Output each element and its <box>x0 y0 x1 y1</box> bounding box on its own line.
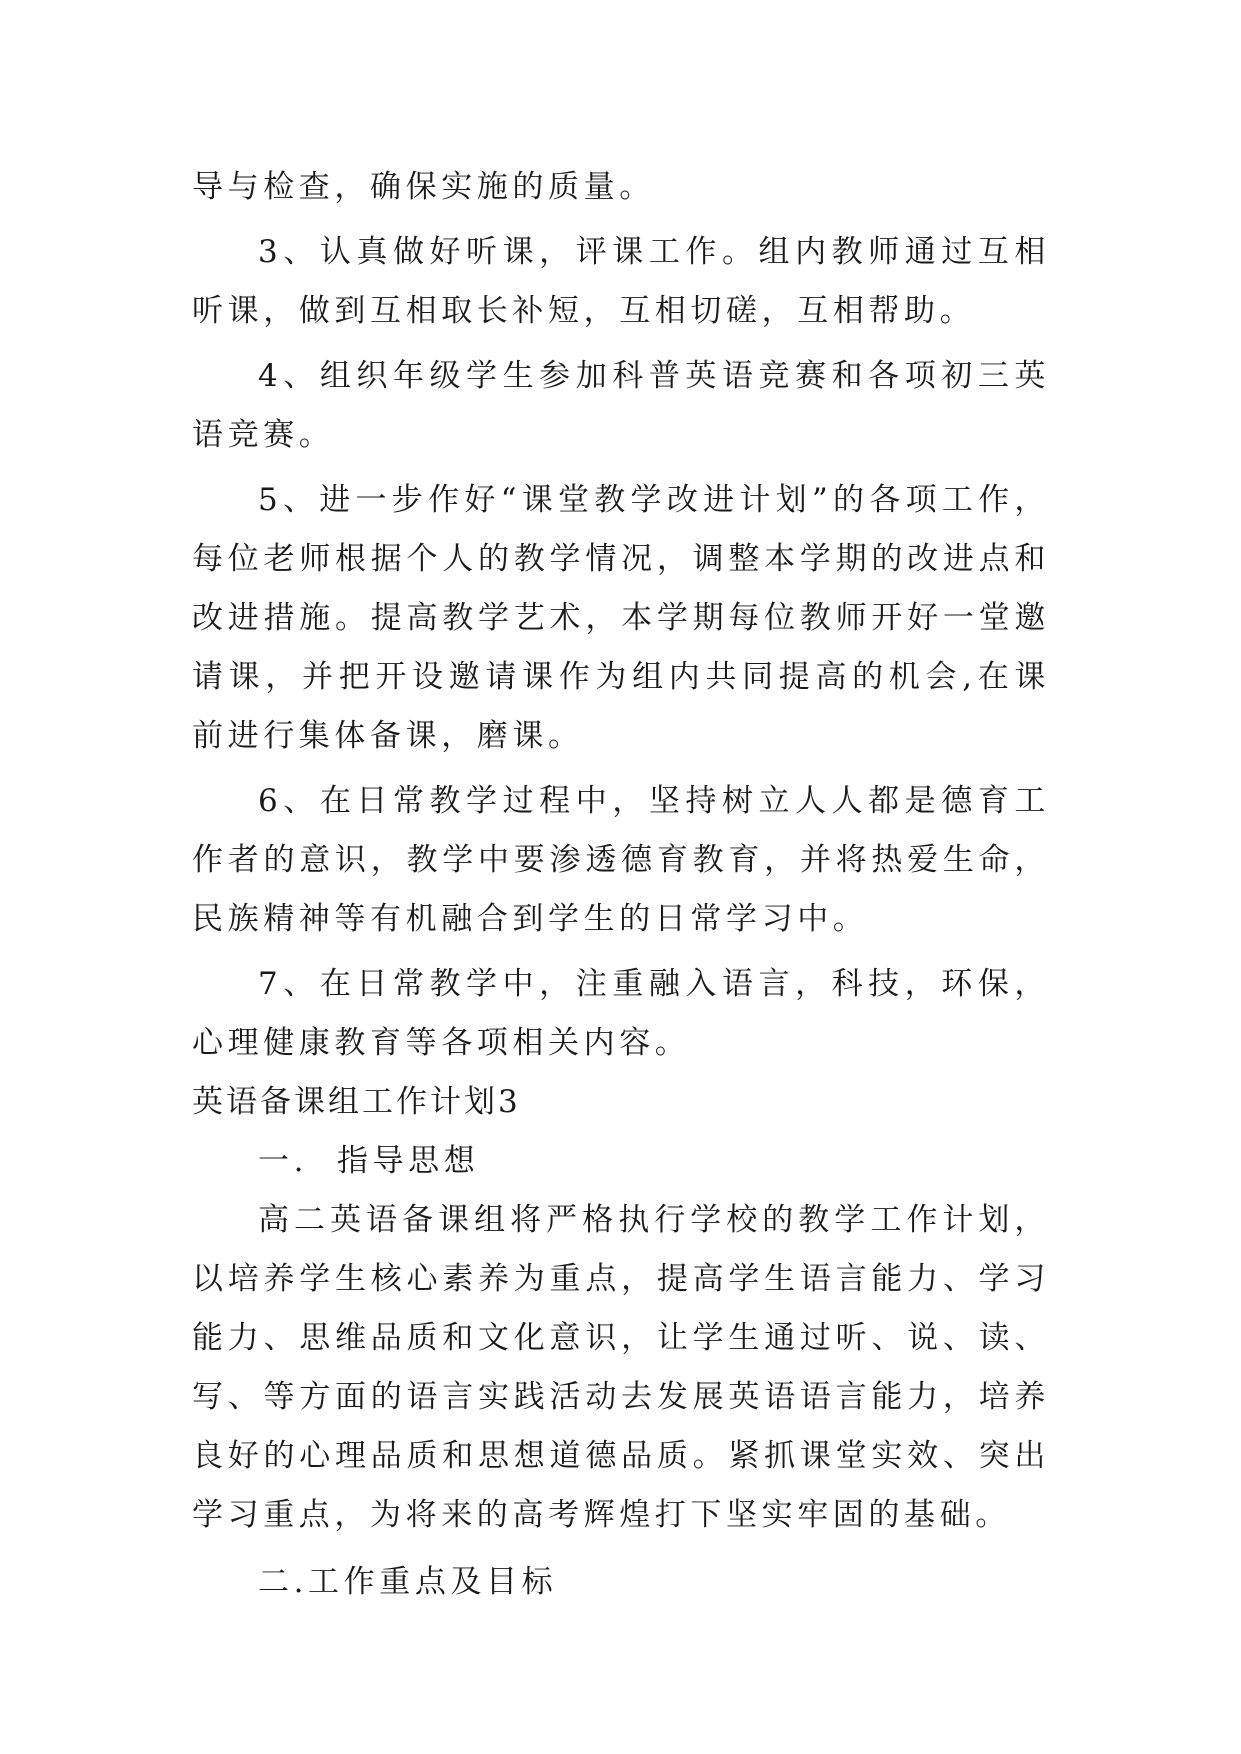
paragraph-item-5: 5、进一步作好“课堂教学改进计划”的各项工作，每位老师根据个人的教学情况，调整本学期的改进点和改进措施。提高教学艺术，本学期每位教师开好一堂邀请课，并把开设邀请课作为组内共同提高的机会,在课前进行集体备课，磨课。 <box>192 482 1050 754</box>
section-title: 英语备课组工作计划3 <box>192 1084 521 1120</box>
paragraph-guiding-thought: 高二英语备课组将严格执行学校的教学工作计划，以培养学生核心素养为重点，提高学生语言能力、学习能力、思维品质和文化意识，让学生通过听、说、读、写、等方面的语言实践活动去发展英语语言能力，培养良好的心理品质和思想道德品质。紧抓课堂实效、突出学习重点，为将来的高考辉煌打下坚实牢固的基础。 <box>192 1202 1050 1533</box>
paragraph-continuation: 导与检查，确保实施的质量。 <box>192 169 655 205</box>
paragraph-item-7: 7、在日常教学中，注重融入语言，科技，环保，心理健康教育等各项相关内容。 <box>192 966 1050 1061</box>
paragraph-item-4: 4、组织年级学生参加科普英语竞赛和各项初三英语竞赛。 <box>192 358 1050 453</box>
paragraph-item-3: 3、认真做好听课，评课工作。组内教师通过互相听课，做到互相取长补短，互相切磋，互相帮助。 <box>192 234 1050 329</box>
paragraph-item-6: 6、在日常教学过程中，坚持树立人人都是德育工作者的意识，教学中要渗透德育教育，并将热爱生命，民族精神等有机融合到学生的日常学习中。 <box>192 783 1050 937</box>
heading-work-focus: 二.工作重点及目标 <box>258 1564 558 1600</box>
document-page <box>192 158 1050 1612</box>
heading-guiding-thought: 一. 指导思想 <box>258 1143 480 1179</box>
